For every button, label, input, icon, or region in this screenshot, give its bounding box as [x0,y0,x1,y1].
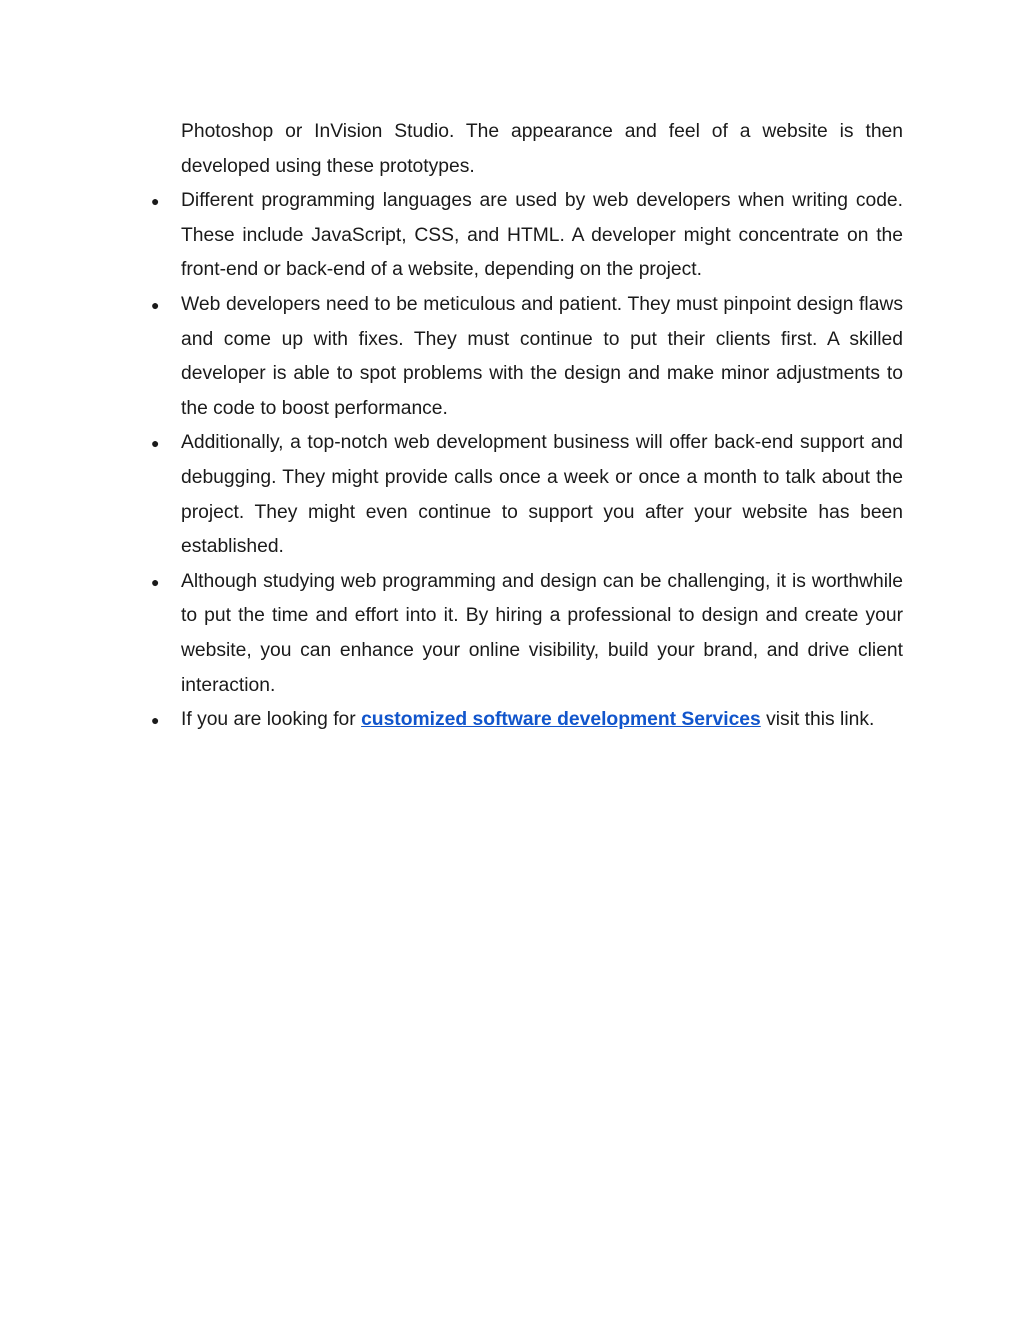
bullet-icon: ● [151,435,160,452]
list-item-text-after-link: visit this link. [760,709,875,731]
list-item [151,184,903,288]
bullet-icon: ● [151,573,160,590]
bullet-icon: ● [151,712,160,729]
list-item [151,703,903,738]
bullet-list [151,184,903,738]
list-item-text: Although studying web programming and design can be challenging, it is worthwhile to put the time and effort into it. By hiring a professional to design and create your website, you can enhance your online visibility, build your brand, and drive client interaction. [181,570,903,696]
list-item [151,288,903,426]
services-link[interactable]: customized software development Services [361,709,761,731]
list-item-text-before-link: If you are looking for [181,709,362,731]
list-item [151,565,903,703]
list-item [151,426,903,564]
list-item-text: Additionally, a top-notch web development business will offer back-end support and debugging. They might provide calls once a week or once a month to talk about the project. They might even continue to support you after your website has been established. [181,432,903,558]
bullet-icon: ● [151,193,160,210]
intro-paragraph: Photoshop or InVision Studio. The appearance and feel of a website is then developed using these prototypes. [181,121,903,177]
list-item-text: Different programming languages are used by web developers when writing code. These include JavaScript, CSS, and HTML. A developer might concentrate on the front-end or back-end of a website, depending on the project. [181,190,903,281]
document-body [151,115,903,738]
bullet-icon: ● [151,296,160,313]
list-item-text: Web developers need to be meticulous and patient. They must pinpoint design flaws and come up with fixes. They must continue to put their clients first. A skilled developer is able to spot problems with the design and make minor adjustments to the code to boost performance. [181,293,903,419]
